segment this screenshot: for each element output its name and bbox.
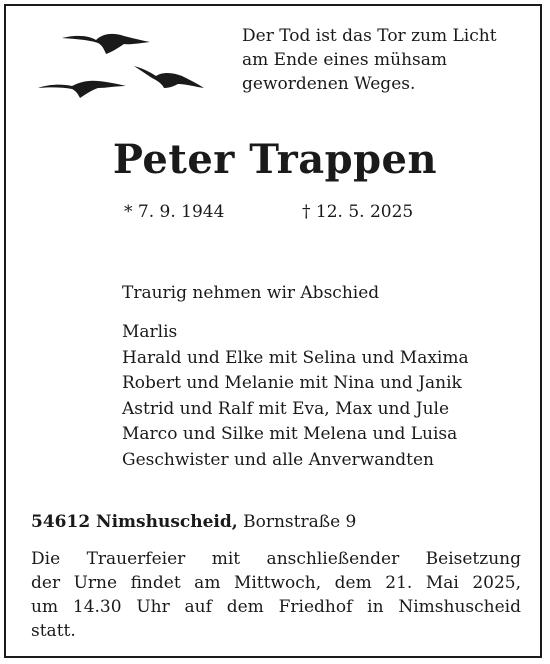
quote [242, 24, 542, 96]
address-place: 54612 Nimshuscheid, [31, 512, 238, 532]
quote-line: am Ende eines mühsam [242, 50, 447, 70]
death-date: † 12. 5. 2025 [302, 202, 414, 222]
quote-line: Der Tod ist das Tor zum Licht [242, 26, 497, 46]
family-line: Marco und Silke mit Melena und Luisa [122, 424, 458, 444]
obituary-notice [4, 4, 542, 658]
address [31, 512, 356, 532]
service-line: statt. [31, 621, 76, 641]
family-line: Robert und Melanie mit Nina und Janik [122, 373, 462, 393]
flying-birds-icon [32, 26, 232, 116]
service-line: um 14.30 Uhr auf dem Friedhof in Nimshuscheid [31, 597, 521, 617]
quote-line: gewordenen Weges. [242, 74, 416, 94]
family-line: Astrid und Ralf mit Eva, Max und Jule [122, 398, 450, 419]
service-line: der Urne findet am Mittwoch, dem 21. Mai 2025, [31, 573, 521, 593]
family-line: Harald und Elke mit Selina und Maxima [122, 347, 469, 368]
family-line: Geschwister und alle Anverwandten [122, 449, 435, 470]
service-info [31, 547, 521, 643]
family-list [122, 320, 469, 473]
family-line: Marlis [122, 322, 178, 342]
mourning-heading: Traurig nehmen wir Abschied [122, 283, 380, 303]
deceased-name: Peter Trappen [112, 136, 438, 183]
address-street: Bornstraße 9 [243, 512, 357, 532]
service-line: Die Trauerfeier mit anschließender Beisetzung [31, 549, 521, 569]
birth-date: * 7. 9. 1944 [124, 202, 225, 222]
